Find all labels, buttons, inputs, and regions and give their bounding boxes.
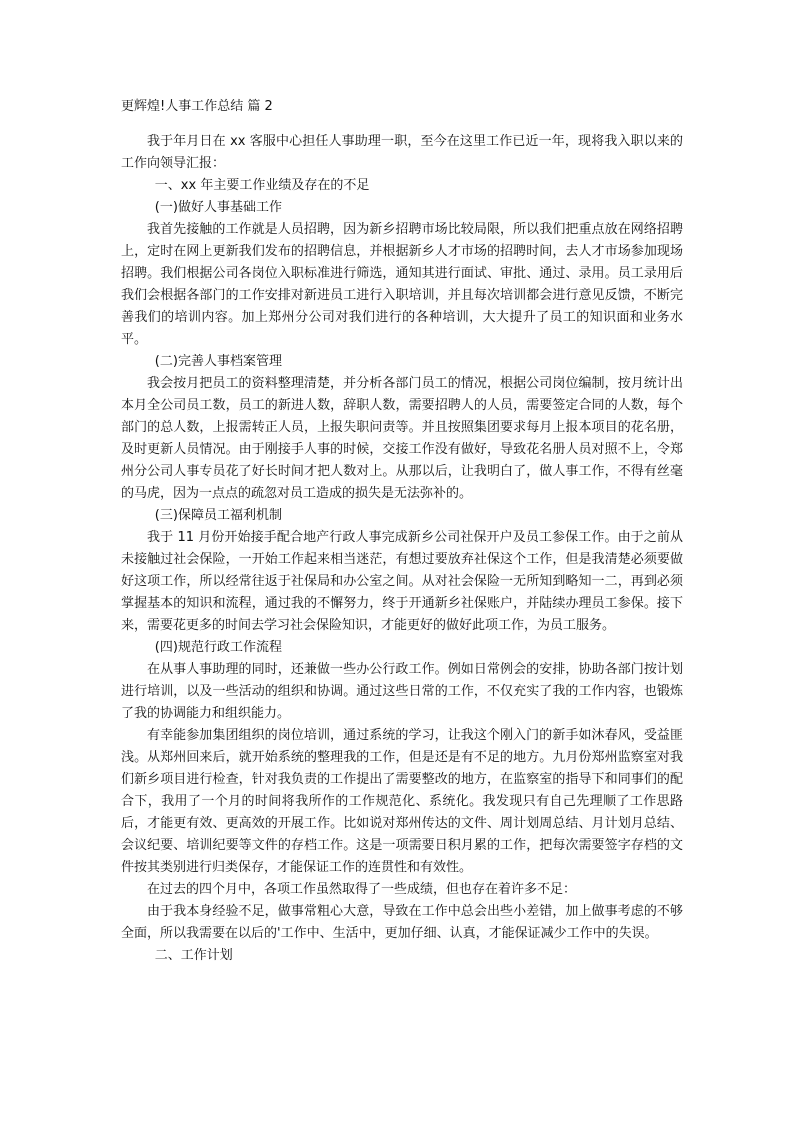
- paragraph-admin: 在从事人事助理的同时，还兼做一些办公行政工作。例如日常例会的安排，协助各部门按计划进行培训，以及一些活动的组织和协调。通过这些日常的工作，不仅充实了我的工作内容，也锻炼了我的协调能力和组织能力。: [121, 662, 683, 721]
- paragraph-recruitment: 我首先接触的工作就是人员招聘，因为新乡招聘市场比较局限，所以我们把重点放在网络招聘上，定时在网上更新我们发布的招聘信息，并根据新乡人才市场的招聘时间，去人才市场参加现场招聘。我们根据公司各岗位入职标准进行筛选，通知其进行面试、审批、通过、录用。员工录用后我们会根据各部门的工作安排对新进员工进行入职培训，并且每次培训都会进行意见反馈，不断完善我们的培训内容。加上郑州分公司对我们进行的各种培训，大大提升了员工的知识面和业务水平。: [121, 222, 683, 347]
- subheading-2: (二)完善人事档案管理: [154, 354, 282, 369]
- document-title: 更辉煌!人事工作总结 篇 2: [121, 99, 273, 114]
- section-heading-1: 一、xx 年主要工作业绩及存在的不足: [154, 178, 370, 193]
- section-heading-2: 二、工作计划: [154, 948, 233, 963]
- paragraph-shortcomings: 由于我本身经验不足，做事常粗心大意，导致在工作中总会出些小差错，加上做事考虑的不够全面，所以我需要在以后的'工作中、生活中，更加仔细、认真，才能保证减少工作中的失误。: [121, 904, 683, 941]
- paragraph-intro: 我于年月日在 xx 客服中心担任人事助理一职，至今在这里工作已近一年，现将我入职以来的工作向领导汇报：: [121, 134, 683, 171]
- paragraph-training: 有幸能参加集团组织的岗位培训，通过系统的学习，让我这个刚入门的新手如沐春风，受益匪浅。从郑州回来后，就开始系统的整理我的工作，但是还是有不足的地方。九月份郑州监察室对我们新乡项目进行检查，针对我负责的工作提出了需要整改的地方，在监察室的指导下和同事们的配合下，我用了一个月的时间将我所作的工作规范化、系统化。我发现只有自己先理顺了工作思路后，才能更有效、更高效的开展工作。比如说对郑州传达的文件、周计划周总结、月计划月总结、会议纪要、培训纪要等文件的存档工作。这是一项需要日积月累的工作，把每次需要签字存档的文件按其类别进行归类保存，才能保证工作的连贯性和有效性。: [121, 728, 683, 875]
- paragraph-welfare: 我于 11 月份开始接手配合地产行政人事完成新乡公司社保开户及员工参保工作。由于之前从未接触过社会保险，一开始工作起来相当迷茫，有想过要放弃社保这个工作，但是我清楚必须要做好这项工作，所以经常往返于社保局和办公室之间。从对社会保险一无所知到略知一二，再到必须掌握基本的知识和流程，通过我的不懈努力，终于开通新乡社保账户，并陆续办理员工参保。接下来，需要花更多的时间去学习社会保险知识，才能更好的做好此项工作，为员工服务。: [121, 530, 683, 633]
- subheading-3: (三)保障员工福利机制: [154, 508, 282, 523]
- subheading-1: (一)做好人事基础工作: [154, 200, 282, 215]
- paragraph-archives: 我会按月把员工的资料整理清楚，并分析各部门员工的情况，根据公司岗位编制，按月统计出本月全公司员工数，员工的新进人数，辞职人数，需要招聘人的人员，需要签定合同的人数，每个部门的总人数，上报需转正人员，上报失职问责等。并且按照集团要求每月上报本项目的花名册，及时更新人员情况。由于刚接手人事的时候，交接工作没有做好，导致花名册人员对照不上，令郑州分公司人事专员花了好长时间才把人数对上。从那以后，让我明白了，做人事工作，不得有丝毫的马虎，因为一点点的疏忽对员工造成的损失是无法弥补的。: [121, 376, 683, 501]
- paragraph-shortcomings-intro: 在过去的四个月中，各项工作虽然取得了一些成绩，但也存在着许多不足：: [147, 882, 577, 897]
- document-page: [121, 96, 683, 967]
- subheading-4: (四)规范行政工作流程: [154, 640, 282, 655]
